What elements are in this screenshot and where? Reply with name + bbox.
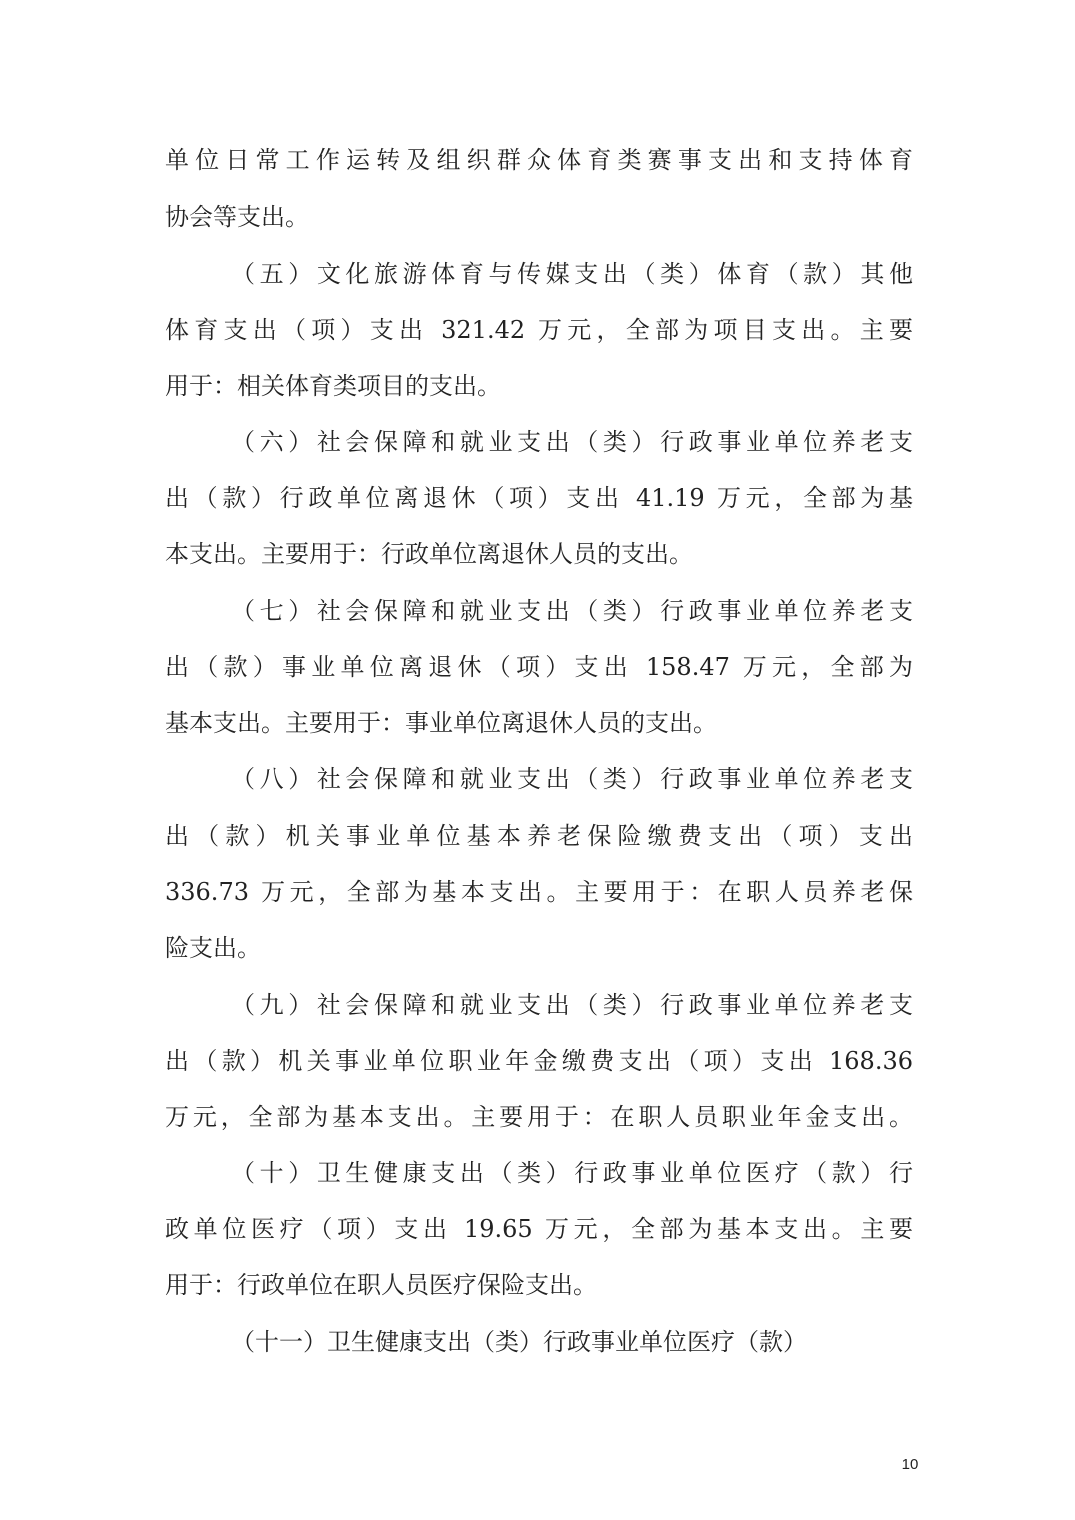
- text-line: 用于：相关体育类项目的支出。: [165, 372, 501, 400]
- text-line: 出（款）机关事业单位基本养老保险缴费支出（项）支出: [165, 822, 913, 850]
- paragraph-heading-5: （五）文化旅游体育与传媒支出（类）体育（款）其他: [231, 260, 913, 288]
- text-line: 出（款）机关事业单位职业年金缴费支出（项）支出 168.36: [165, 1047, 913, 1075]
- text-line: 出（款）行政单位离退休（项）支出 41.19 万元，全部为基: [165, 484, 913, 512]
- paragraph-heading-9: （九）社会保障和就业支出（类）行政事业单位养老支: [231, 991, 913, 1019]
- paragraph-heading-11: （十一）卫生健康支出（类）行政事业单位医疗（款）: [231, 1328, 807, 1356]
- text-line: 基本支出。主要用于：事业单位离退休人员的支出。: [165, 709, 717, 737]
- paragraph-heading-7: （七）社会保障和就业支出（类）行政事业单位养老支: [231, 597, 913, 625]
- text-line: 万元，全部为基本支出。主要用于：在职人员职业年金支出。: [165, 1103, 913, 1131]
- text-line: 单位日常工作运转及组织群众体育类赛事支出和支持体育: [165, 146, 913, 174]
- text-line: 用于：行政单位在职人员医疗保险支出。: [165, 1271, 597, 1299]
- paragraph-heading-10: （十）卫生健康支出（类）行政事业单位医疗（款）行: [231, 1159, 913, 1187]
- text-line: 政单位医疗（项）支出 19.65 万元，全部为基本支出。主要: [165, 1215, 913, 1243]
- paragraph-heading-6: （六）社会保障和就业支出（类）行政事业单位养老支: [231, 428, 913, 456]
- text-line: 出（款）事业单位离退休（项）支出 158.47 万元，全部为: [165, 653, 913, 681]
- page-number: 10: [901, 1456, 919, 1473]
- text-line: 体育支出（项）支出 321.42 万元，全部为项目支出。主要: [165, 316, 913, 344]
- text-line: 本支出。主要用于：行政单位离退休人员的支出。: [165, 540, 693, 568]
- text-line: 险支出。: [165, 934, 261, 962]
- paragraph-heading-8: （八）社会保障和就业支出（类）行政事业单位养老支: [231, 765, 913, 793]
- text-line: 协会等支出。: [165, 203, 309, 231]
- text-line: 336.73 万元，全部为基本支出。主要用于：在职人员养老保: [165, 878, 913, 906]
